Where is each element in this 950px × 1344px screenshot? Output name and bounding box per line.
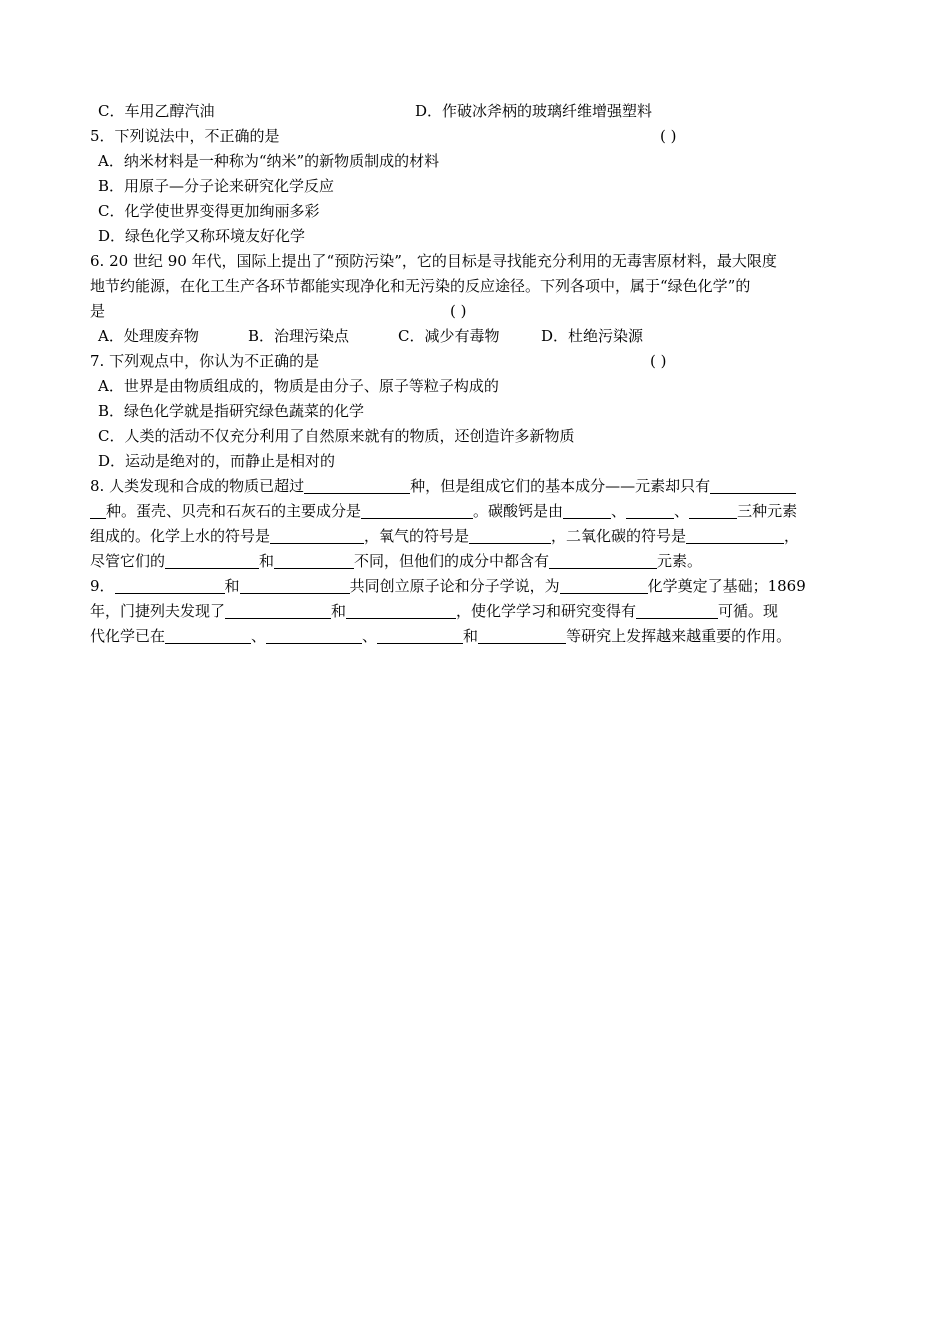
q8-text: ，氧气的符号是 [364, 527, 470, 545]
q9-text: 和 [224, 577, 240, 595]
q6-option-b: B．治理污染点 [248, 327, 350, 345]
q5-stem: 5．下列说法中，不正确的是 [90, 127, 280, 145]
answer-blank[interactable] [270, 525, 364, 544]
q8-text: 。碳酸钙是由 [473, 502, 564, 520]
q9-text: 共同创立原子论和分子学说，为 [349, 577, 560, 595]
q8-text: ，二氧化碳的符号是 [551, 527, 687, 545]
q6-option-a: A．处理废弃物 [98, 327, 199, 345]
answer-blank[interactable] [240, 575, 350, 594]
answer-blank[interactable] [165, 550, 259, 569]
answer-blank[interactable] [478, 625, 566, 644]
q7-option-c: C．人类的活动不仅充分利用了自然原来就有的物质，还创造许多新物质 [98, 427, 575, 445]
q9-text: 可循。现 [718, 602, 779, 620]
q6-line-3: 是 [90, 302, 106, 320]
q6-line-2: 地节约能源，在化工生产各环节都能实现净化和无污染的反应途径。下列各项中，属于“绿色化学”的 [90, 277, 751, 295]
q8-text: ， [784, 527, 800, 545]
q8-text: 种。蛋壳、贝壳和石灰石的主要成分是 [106, 502, 362, 520]
answer-blank[interactable] [686, 525, 784, 544]
q8-line-4 [90, 549, 870, 574]
q4-option-c: C．车用乙醇汽油 [98, 102, 215, 120]
q9-text: 代化学已在 [90, 627, 166, 645]
q7-stem-row [90, 349, 870, 374]
q7-option-b: B．绿色化学就是指研究绿色蔬菜的化学 [98, 402, 365, 420]
answer-blank[interactable] [225, 600, 331, 619]
q9-line-3 [90, 624, 870, 649]
q9-text: 年，门捷列夫发现了 [90, 602, 226, 620]
q9-text: 和 [463, 627, 479, 645]
answer-blank[interactable] [361, 500, 473, 519]
q9-text: 、 [251, 627, 267, 645]
q9-text: ，使化学学习和研究变得有 [456, 602, 637, 620]
q8-line-3 [90, 524, 870, 549]
q5-stem-row [90, 124, 870, 149]
q6-option-d: D．杜绝污染源 [541, 327, 644, 345]
q8-text: 不同，但他们的成分中都含有 [354, 552, 550, 570]
answer-blank[interactable] [266, 625, 362, 644]
q8-text: 尽管它们的 [90, 552, 166, 570]
q9-text: 和 [331, 602, 347, 620]
answer-blank[interactable] [346, 600, 456, 619]
question-list [90, 99, 870, 649]
q8-text: 、 [611, 502, 627, 520]
q4-option-d: D．作破冰斧柄的玻璃纤维增强塑料 [415, 102, 653, 120]
answer-blank[interactable] [626, 500, 674, 519]
q8-text: 、 [674, 502, 690, 520]
answer-blank[interactable] [165, 625, 251, 644]
q5-answer-paren: ( ) [660, 127, 677, 145]
q9-line-1 [90, 574, 870, 599]
q4-options-row [90, 99, 870, 124]
q9-text: 、 [362, 627, 378, 645]
q9-line-2 [90, 599, 870, 624]
q5-option-d: D．绿色化学又称环境友好化学 [98, 227, 306, 245]
q6-answer-paren: ( ) [450, 302, 467, 320]
q8-line-1 [90, 474, 870, 499]
answer-blank[interactable] [549, 550, 657, 569]
q7-stem: 7. 下列观点中，你认为不正确的是 [90, 352, 320, 370]
q7-option-a: A．世界是由物质组成的，物质是由分子、原子等粒子构成的 [98, 377, 499, 395]
answer-blank[interactable] [304, 475, 410, 494]
answer-blank[interactable] [90, 500, 106, 519]
q9-text: 9． [90, 577, 115, 595]
q6-options-row [90, 324, 870, 349]
q8-line-2 [90, 499, 870, 524]
answer-blank[interactable] [377, 625, 463, 644]
q8-text: 元素。 [657, 552, 703, 570]
q5-option-a: A．纳米材料是一种称为“纳米”的新物质制成的材料 [98, 152, 440, 170]
q7-answer-paren: ( ) [650, 352, 667, 370]
q5-option-c: C．化学使世界变得更加绚丽多彩 [98, 202, 320, 220]
q6-line-1: 6. 20 世纪 90 年代，国际上提出了“预防污染”，它的目标是寻找能充分利用的无毒害原材料，最大限度 [90, 252, 777, 270]
q6-line-3-row [90, 299, 870, 324]
q9-text: 等研究上发挥越来越重要的作用。 [566, 627, 792, 645]
q8-text: 组成的。化学上水的符号是 [90, 527, 271, 545]
answer-blank[interactable] [636, 600, 718, 619]
answer-blank[interactable] [560, 575, 648, 594]
answer-blank[interactable] [563, 500, 611, 519]
q8-text: 种，但是组成它们的基本成分——元素却只有 [410, 477, 711, 495]
answer-blank[interactable] [469, 525, 551, 544]
q7-option-d: D．运动是绝对的，而静止是相对的 [98, 452, 336, 470]
q5-option-b: B．用原子—分子论来研究化学反应 [98, 177, 335, 195]
answer-blank[interactable] [689, 500, 737, 519]
q6-option-c: C．减少有毒物 [398, 327, 500, 345]
q9-text: 化学奠定了基础；1869 [647, 577, 806, 595]
answer-blank[interactable] [274, 550, 354, 569]
q8-text: 和 [259, 552, 275, 570]
q8-text: 三种元素 [737, 502, 798, 520]
q8-text: 8. 人类发现和合成的物质已超过 [90, 477, 305, 495]
answer-blank[interactable] [710, 475, 796, 494]
answer-blank[interactable] [115, 575, 225, 594]
